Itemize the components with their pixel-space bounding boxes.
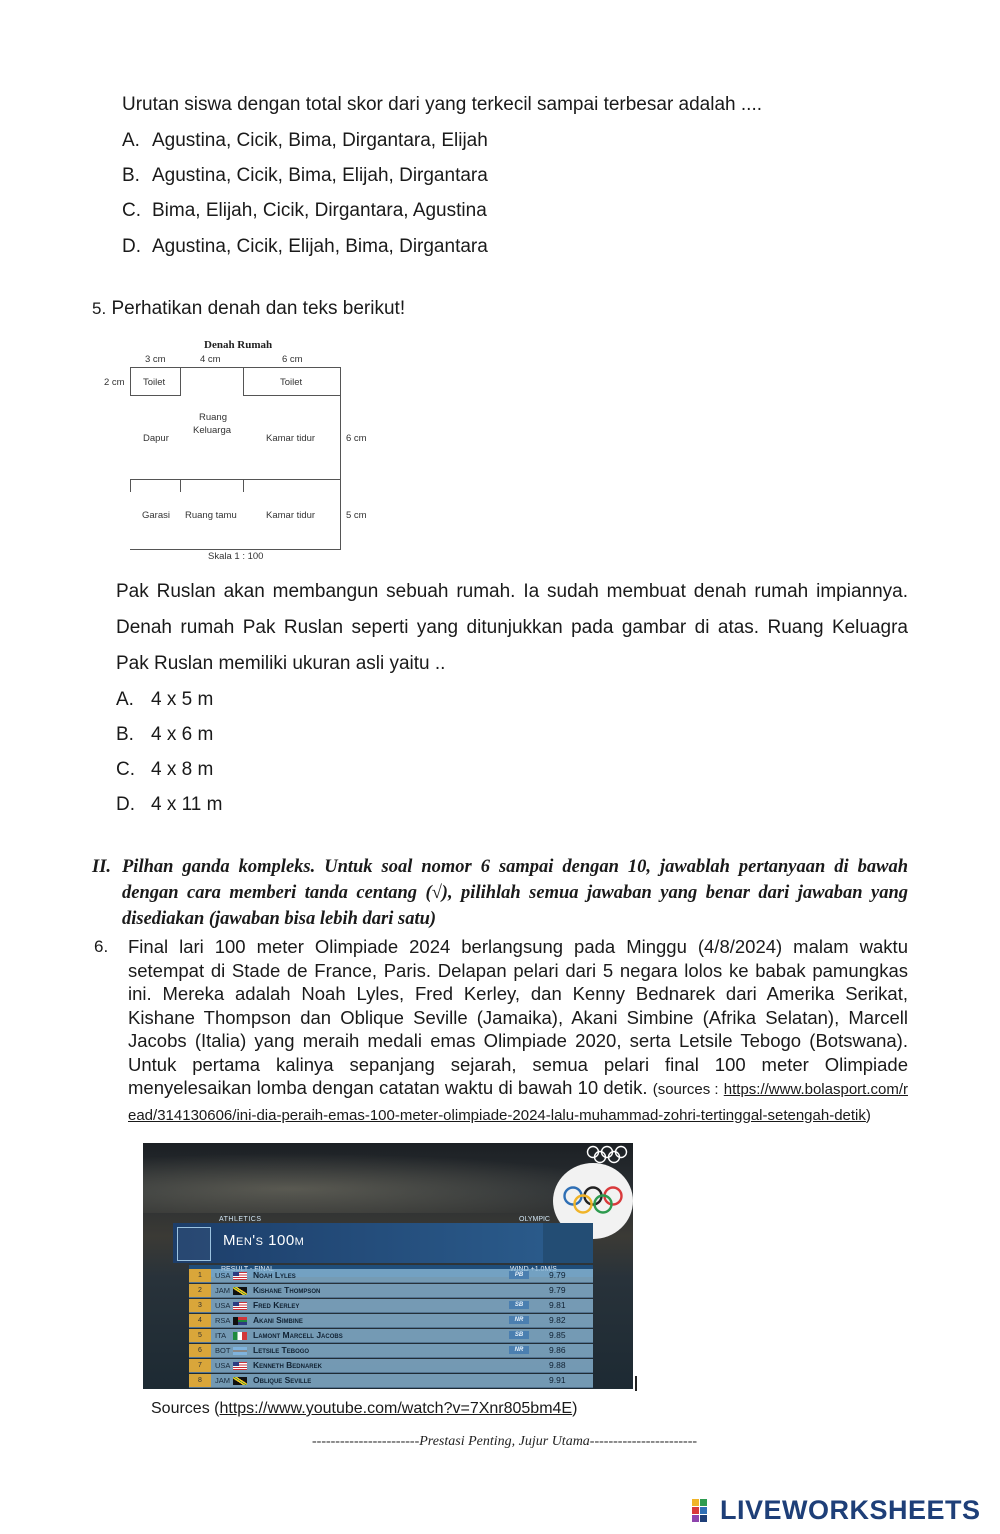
option-text: Agustina, Cicik, Elijah, Bima, Dirgantara [152, 236, 488, 257]
jamaica-flag-icon [233, 1287, 247, 1295]
q6-number: 6. [94, 937, 109, 956]
image-source-link[interactable]: https://www.youtube.com/watch?v=7Xnr805bm4E [219, 1400, 573, 1417]
wall [180, 367, 181, 396]
south-africa-flag-icon [233, 1317, 247, 1325]
room-kamar-tidur-1: Kamar tidur [266, 433, 316, 444]
wall [130, 479, 131, 492]
dim-right-top: 6 cm [346, 433, 367, 444]
dim-top-3: 6 cm [282, 354, 303, 365]
result-time: 9.85 [549, 1330, 566, 1340]
room-ruang-keluarga-line2: Keluarga [193, 425, 232, 436]
result-time: 9.88 [549, 1360, 566, 1370]
result-rank: 1 [189, 1269, 211, 1282]
usa-flag-icon [233, 1362, 247, 1370]
usa-flag-icon [233, 1272, 247, 1280]
result-record-badge: NR [509, 1316, 529, 1324]
room-ruang-tamu: Ruang tamu [185, 510, 237, 521]
room-dapur: Dapur [143, 433, 169, 444]
q5-number: 5. [92, 299, 107, 318]
result-rank: 5 [189, 1329, 211, 1342]
wall [130, 367, 131, 396]
italy-flag-icon [233, 1332, 247, 1340]
result-time: 9.79 [549, 1270, 566, 1280]
result-record-badge: PB [509, 1271, 529, 1279]
wall [243, 395, 341, 396]
result-nation: USA [215, 1301, 231, 1310]
option-letter: B. [122, 165, 140, 186]
result-time: 9.82 [549, 1315, 566, 1325]
option-letter: D. [116, 794, 135, 815]
option-letter: A. [116, 689, 134, 710]
wall [340, 367, 341, 550]
q5-heading [92, 297, 405, 321]
result-row [189, 1359, 593, 1373]
olympic-rings-icon [585, 1145, 629, 1165]
result-time: 9.81 [549, 1300, 566, 1310]
option-text: 4 x 6 m [151, 724, 214, 745]
result-athlete: Oblique Seville [253, 1375, 312, 1385]
result-record-badge: SB [509, 1331, 529, 1339]
q5-prompt: Perhatikan denah dan teks berikut! [111, 298, 406, 319]
board-sport-label: ATHLETICS [219, 1216, 262, 1223]
usa-flag-icon [233, 1302, 247, 1310]
q4-stem: Urutan siswa dengan total skor dari yang terkecil sampai terbesar adalah .... [122, 94, 762, 115]
result-nation: USA [215, 1361, 231, 1370]
dim-left: 2 cm [104, 377, 125, 388]
wall [130, 395, 180, 396]
board-olympic-label: OLYMPIC [519, 1216, 550, 1223]
room-toilet-2: Toilet [280, 377, 303, 388]
wall [130, 367, 341, 368]
image-source-suffix: ) [572, 1400, 578, 1417]
option-text: 4 x 11 m [151, 794, 223, 815]
jamaica-flag-icon [233, 1377, 247, 1385]
board-olympic-tag [543, 1223, 593, 1263]
result-row [189, 1314, 593, 1328]
q5-option-c[interactable] [116, 758, 213, 782]
result-rank: 7 [189, 1359, 211, 1372]
option-letter: A. [122, 130, 140, 151]
result-nation: JAM [215, 1376, 230, 1385]
dim-top-1: 3 cm [145, 354, 166, 365]
result-record-badge: NR [509, 1346, 529, 1354]
room-ruang-keluarga-line1: Ruang [199, 412, 227, 423]
olympic-rings-color-icon [561, 1185, 625, 1217]
option-letter: C. [122, 200, 141, 221]
liveworksheets-logo-icon [692, 1499, 716, 1523]
room-garasi: Garasi [142, 510, 170, 521]
q5-option-a[interactable] [116, 688, 213, 712]
result-nation: BOT [215, 1346, 231, 1355]
result-row [189, 1284, 593, 1298]
wall [243, 367, 244, 396]
section-2-instructions [92, 854, 908, 932]
result-rank: 2 [189, 1284, 211, 1297]
botswana-flag-icon [233, 1347, 247, 1355]
option-letter: C. [116, 759, 135, 780]
section-2-text: Pilhan ganda kompleks. Untuk soal nomor 6 sampai dengan 10, jawablah pertanyaan di bawah dengan cara memberi tanda centang (√), pilihlah semua jawaban yang benar dari jawaban yang disediakan (jawaban bisa lebih dari satu) [122, 857, 908, 929]
result-rank: 4 [189, 1314, 211, 1327]
result-row [189, 1329, 593, 1343]
image-source [151, 1400, 577, 1418]
result-nation: USA [215, 1271, 231, 1280]
option-text: Agustina, Cicik, Bima, Elijah, Dirgantara [152, 165, 488, 186]
result-row [189, 1374, 593, 1388]
q4-option-d[interactable] [122, 235, 488, 259]
q6-block [94, 935, 908, 1127]
q5-option-b[interactable] [116, 723, 213, 747]
athletics-pictogram-icon [177, 1227, 211, 1261]
q6-sources-suffix: ) [865, 1106, 871, 1124]
result-rank: 6 [189, 1344, 211, 1357]
room-toilet-1: Toilet [143, 377, 166, 388]
floor-plan-title: Denah Rumah [204, 339, 273, 351]
footer-motto: -----------------------Prestasi Penting, Jujur Utama----------------------- [312, 1434, 698, 1449]
results-board-image [143, 1143, 633, 1389]
result-athlete: Lamont Marcell Jacobs [253, 1330, 343, 1340]
result-time: 9.86 [549, 1345, 566, 1355]
dim-top-2: 4 cm [200, 354, 221, 365]
result-rank: 8 [189, 1374, 211, 1387]
section-2-numeral: II. [92, 857, 112, 877]
dim-right-bottom: 5 cm [346, 510, 367, 521]
room-kamar-tidur-2: Kamar tidur [266, 510, 316, 521]
q6-sources-link[interactable]: https://www.bolasport.com/read/314130606/ini-dia-peraih-emas-100-meter-olimpiade-2024-lalu-muhammad-zohri-tertinggal-setengah-detik [128, 1081, 908, 1124]
result-nation: JAM [215, 1286, 230, 1295]
result-athlete: Fred Kerley [253, 1300, 300, 1310]
image-edge-marker [635, 1376, 637, 1391]
image-source-prefix: Sources ( [151, 1400, 220, 1417]
q6-sources-prefix: (sources : [652, 1081, 719, 1098]
q5-option-d[interactable] [116, 793, 222, 817]
q6-text: Final lari 100 meter Olimpiade 2024 berlangsung pada Minggu (4/8/2024) malam waktu setempat di Stade de France, Paris. Delapan pelari dari 5 negara lolos ke babak pamungkas ini. Mereka adalah Noah Lyles, Fred Kerley, dan Kenny Bednarek dari Amerika Serikat, Kishane Thompson dan Oblique Seville (Jamaika), Akani Simbine (Afrika Selatan), Marcell Jacobs (Italia) yang meraih medali emas Olimpiade 2020, serta Letsile Tebogo (Botswana). Untuk pertama kalinya sepanjang sejarah, semua pelari final 100 meter Olimpiade menyelesaikan lomba dengan catatan waktu di bawah 10 detik. [128, 936, 908, 1098]
result-time: 9.79 [549, 1285, 566, 1295]
wall [130, 479, 341, 480]
q4-option-b[interactable] [122, 164, 488, 188]
wall [243, 479, 244, 492]
q4-option-c[interactable] [122, 199, 487, 223]
result-athlete: Akani Simbine [253, 1315, 303, 1325]
option-letter: D. [122, 236, 141, 257]
liveworksheets-logo-text[interactable]: LIVEWORKSHEETS [720, 1495, 981, 1525]
q5-paragraph: Pak Ruslan akan membangun sebuah rumah. Ia sudah membuat denah rumah impiannya. Denah rumah Pak Ruslan seperti yang ditunjukkan pada gambar di atas. Ruang Keluagra Pak Ruslan memiliki ukuran asli yaitu .. [116, 581, 908, 674]
result-time: 9.91 [549, 1375, 566, 1385]
option-text: Agustina, Cicik, Bima, Dirgantara, Elijah [152, 130, 488, 151]
result-nation: ITA [215, 1331, 227, 1340]
q6-body [128, 935, 908, 1127]
result-row [189, 1299, 593, 1313]
board-event-title: Men's 100m [223, 1232, 305, 1249]
wall [180, 479, 181, 492]
result-record-badge: SB [509, 1301, 529, 1309]
floor-plan-scale: Skala 1 : 100 [208, 551, 264, 562]
result-nation: RSA [215, 1316, 231, 1325]
result-rank: 3 [189, 1299, 211, 1312]
q4-option-a[interactable] [122, 129, 488, 153]
result-athlete: Kishane Thompson [253, 1285, 321, 1295]
result-athlete: Letsile Tebogo [253, 1345, 310, 1355]
option-text: 4 x 8 m [151, 759, 214, 780]
result-athlete: Noah Lyles [253, 1270, 296, 1280]
option-text: Bima, Elijah, Cicik, Dirgantara, Agustina [152, 200, 487, 221]
option-letter: B. [116, 724, 134, 745]
option-text: 4 x 5 m [151, 689, 214, 710]
result-row [189, 1269, 593, 1283]
result-row [189, 1344, 593, 1358]
result-athlete: Kenneth Bednarek [253, 1360, 322, 1370]
wall [130, 549, 341, 550]
